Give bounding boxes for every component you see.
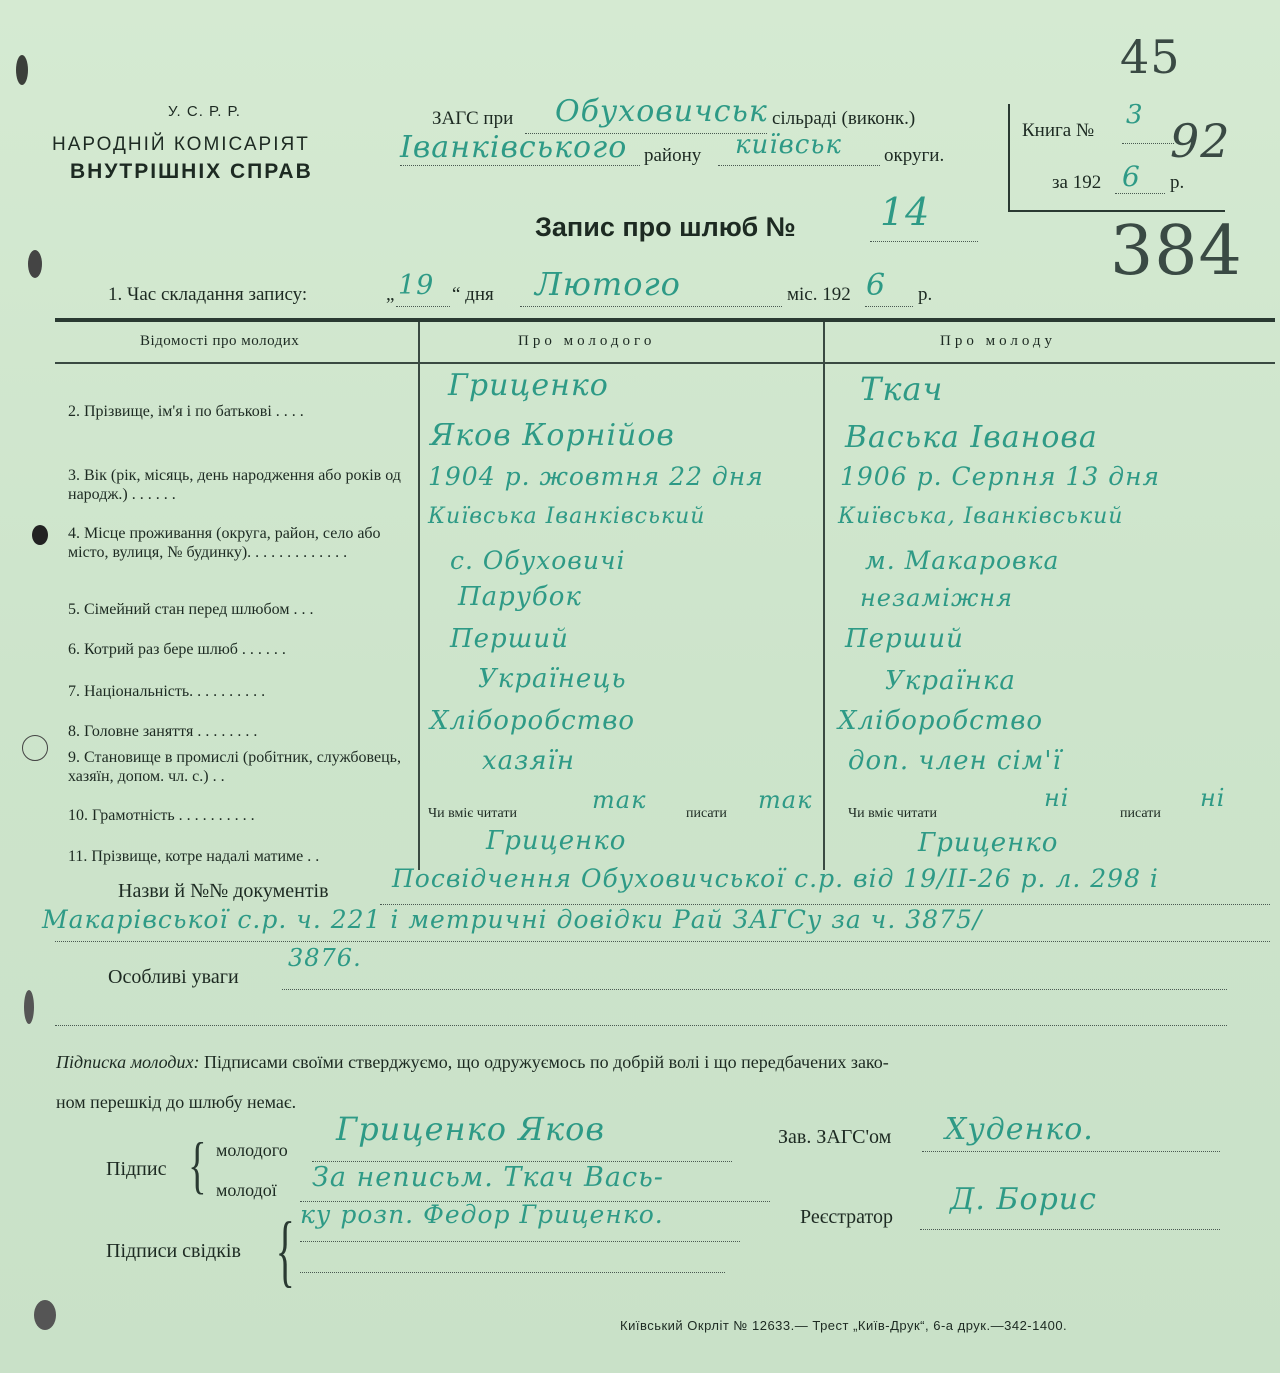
book-year-suffix: р. [1170,172,1185,193]
row-label-name: 2. Прізвище, ім'я і по батькові . . . . [68,403,304,420]
corner-number: 45 [1120,30,1181,84]
bride-marital: незаміжня [860,584,1013,612]
punch-hole [22,735,48,761]
groom-future-surname: Гриценко [486,826,627,856]
bride-signature-2: ку розп. Федор Гриценко. [300,1200,664,1229]
corner-number-2: 92 [1170,114,1231,168]
bride-occupation: Хліборобство [838,706,1044,736]
record-number-line [870,240,978,242]
record-title: Запис про шлюб № [535,212,796,242]
row-label-literacy: 10. Грамотність . . . . . . . . . . [68,807,255,824]
imprint: Київський Окрліт № 12633.— Трест „Київ-Друк“, 6-а друк.—342-1400. [620,1318,1068,1333]
table-divider-2 [823,322,825,870]
row-label-marital: 5. Сімейний стан перед шлюбом . . . [68,601,314,618]
month-line [520,305,782,307]
day-line [396,305,450,307]
groom-signature-label: молодого [216,1140,288,1160]
documents-value-2: Макарівської с.р. ч. 221 і метричні довідки Рай ЗАГСу за ч. 3875/ [42,905,983,934]
district-value: Іванківського [400,130,628,165]
groom-given-name: Яков Корнійов [430,418,675,453]
groom-marital: Парубок [458,582,582,612]
col-header-info: Відомості про молодих [140,333,300,349]
okrug-line [718,164,880,166]
documents-label: Назви й №№ документів [118,880,329,902]
signature-brace: { [188,1129,207,1200]
groom-write-value: так [758,786,813,814]
documents-value-3: 3876. [288,944,362,972]
bride-surname: Ткач [860,370,944,408]
bride-residence-2: м. Макаровка [865,546,1060,575]
notes-line-1 [282,988,1227,990]
district-label: району [644,145,702,166]
head-signature-line [922,1150,1220,1152]
groom-residence-1: Київська Іванківський [428,504,706,529]
day-label: “ дня [452,284,494,305]
time-quote-open: „ [386,284,395,305]
notes-line-2 [55,1024,1227,1026]
bride-given-name: Васька Іванова [845,420,1098,455]
groom-read-value: так [592,786,647,814]
bride-residence-1: Київська, Іванківський [838,504,1124,529]
head-signature: Худенко. [945,1112,1094,1147]
groom-marriage-count: Перший [450,624,569,654]
day-value: 19 [398,270,435,301]
groom-position: хазяїн [482,746,576,776]
year-suffix: р. [918,284,933,305]
bride-write-value: ні [1200,784,1226,812]
book-number-line [1122,142,1174,144]
registrar-signature: Д. Борис [950,1182,1097,1217]
month-label: міс. 192 [787,284,851,305]
groom-occupation: Хліборобство [430,706,636,736]
declaration-text-1: Підписами своїми стверджуємо, що одружуємось по добрій волі і що передбачених зако- [204,1052,889,1072]
time-label: 1. Час складання запису: [108,284,308,305]
table-divider-1 [418,322,420,870]
bride-birth: 1906 р. Серпня 13 дня [840,462,1161,491]
punch-hole [24,990,34,1024]
year-value: 6 [866,268,887,303]
documents-value-1: Посвідчення Обуховичської с.р. від 19/ІІ-26 р. л. 298 і [392,864,1159,893]
book-number-value: 3 [1126,100,1144,130]
table-header-rule [55,362,1275,364]
book-label: Книга № [1022,120,1095,141]
table-top-rule [55,318,1275,322]
row-label-marriage-count: 6. Котрий раз бере шлюб . . . . . . [68,641,286,658]
col-header-bride: Про молоду [940,333,1057,349]
bride-marriage-count: Перший [845,624,964,654]
witnesses-label: Підписи свідків [106,1240,241,1262]
zags-village-value: Обуховичськ [555,94,768,129]
notes-label: Особливі уваги [108,966,239,988]
groom-read-label: Чи вміє читати [428,806,518,821]
okrug-value: київськ [735,130,842,160]
declaration-lead: Підписка молодих: [56,1052,200,1072]
book-year-label: за 192 [1052,172,1102,193]
col-header-groom: Про молодого [518,333,656,349]
republic-label: У. С. Р. Р. [168,103,241,120]
registrar-label: Реєстратор [800,1206,894,1228]
groom-nationality: Українець [478,664,627,694]
signature-label: Підпис [106,1158,167,1180]
row-label-future-surname: 11. Прізвище, котре надалі матиме . . [68,848,320,865]
witnesses-brace: { [275,1207,295,1295]
bride-write-label: писати [1120,806,1161,821]
declaration-text-2: ном перешкід до шлюбу немає. [56,1092,297,1112]
groom-write-label: писати [686,806,727,821]
head-label: Зав. ЗАГС'ом [778,1126,892,1148]
witness-line-2 [300,1271,725,1273]
groom-birth: 1904 р. жовтня 22 дня [428,462,764,491]
registrar-signature-line [920,1228,1220,1230]
row-label-residence: 4. Місце проживання (округа, район, село або місто, вулиця, № будинку). . . . . . . . . . . . . [68,525,381,561]
bride-read-label: Чи вміє читати [848,806,938,821]
book-year-value: 6 [1122,160,1141,193]
ministry-line2: ВНУТРІШНІХ СПРАВ [70,160,313,183]
punch-hole [16,55,28,85]
bride-signature-label: молодої [216,1180,277,1200]
groom-signature: Гриценко Яков [336,1110,606,1148]
row-label-nationality: 7. Національність. . . . . . . . . . [68,683,266,700]
okrug-label: округи. [884,145,945,166]
record-number-value: 14 [880,190,931,234]
row-label-position: 9. Становище в промислі (робітник, службовець, хазяїн, допом. чл. с.) . . [68,749,401,785]
bride-future-surname: Гриценко [918,828,1059,858]
witness-line-1 [300,1240,740,1242]
zags-suffix: сільраді (виконк.) [772,108,916,129]
groom-surname: Гриценко [448,368,609,403]
bride-signature-1: За неписьм. Ткач Вась- [312,1162,664,1193]
punch-hole [28,250,42,278]
ministry-line1: НАРОДНІЙ КОМІСАРІЯТ [52,134,310,155]
bride-nationality: Українка [885,666,1016,696]
bride-position: доп. член сім'ї [848,746,1062,776]
year-line [865,305,913,307]
documents-line-2 [55,940,1270,942]
groom-residence-2: с. Обуховичі [450,546,626,575]
month-value: Лютого [535,265,681,303]
punch-hole [32,525,48,545]
row-label-occupation: 8. Головне заняття . . . . . . . . [68,723,258,740]
bride-read-value: ні [1044,784,1070,812]
declaration-line-1 [56,1052,889,1073]
side-mark: 384 [1110,212,1243,291]
row-label-age: 3. Вік (рік, місяць, день народження або років од народж.) . . . . . . [68,467,401,503]
punch-hole [34,1300,56,1330]
zags-prefix: ЗАГС при [432,108,514,129]
